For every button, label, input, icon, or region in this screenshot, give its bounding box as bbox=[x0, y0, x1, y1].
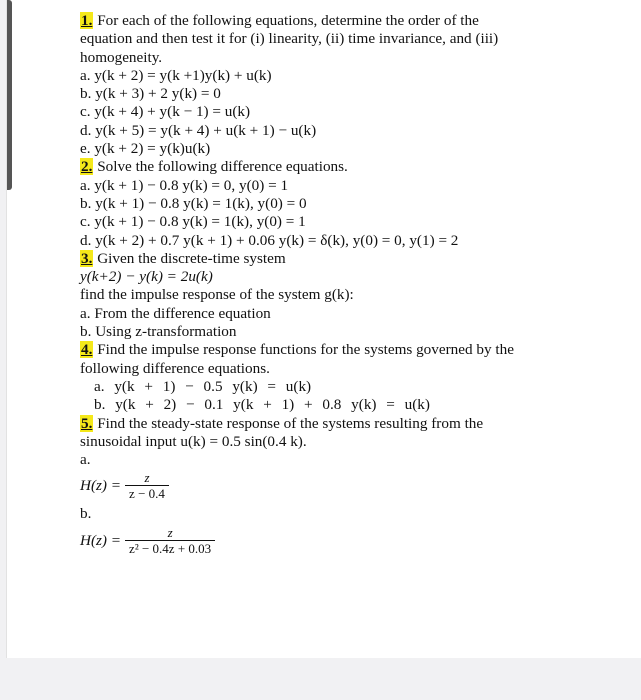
question-3-text: Given the discrete-time system bbox=[97, 249, 286, 267]
question-4-item-a: a. y(k + 1) − 0.5 y(k) = u(k) bbox=[94, 377, 312, 395]
question-1-item-c: c. y(k + 4) + y(k − 1) = u(k) bbox=[80, 103, 251, 121]
transfer-function-b bbox=[80, 526, 550, 556]
question-3-text2: find the impulse response of the system g(k): bbox=[80, 286, 354, 304]
question-1-text-line1: For each of the following equations, determine the order of the bbox=[97, 12, 479, 29]
question-5-text-line2: sinusoidal input u(k) = 0.5 sin(0.4 k). bbox=[80, 432, 307, 450]
fraction-b-denominator: z² − 0.4z + 0.03 bbox=[125, 540, 215, 556]
question-1-text-line3: homogeneity. bbox=[80, 48, 163, 66]
question-2-item-c: c. y(k + 1) − 0.8 y(k) = 1(k), y(0) = 1 bbox=[80, 213, 306, 231]
question-1-item-a: a. y(k + 2) = y(k +1)y(k) + u(k) bbox=[80, 66, 272, 84]
question-3-item-a: a. From the difference equation bbox=[80, 304, 271, 322]
fraction-a-numerator: z bbox=[144, 470, 150, 486]
transfer-function-b-lhs: H(z) = bbox=[80, 531, 122, 549]
question-1 bbox=[80, 12, 550, 158]
question-2-item-a: a. y(k + 1) − 0.8 y(k) = 0, y(0) = 1 bbox=[80, 176, 289, 194]
question-4-text-line2: following difference equations. bbox=[80, 359, 270, 377]
question-5-part-b-label: b. bbox=[80, 505, 92, 523]
question-number-2: 2. bbox=[81, 158, 93, 176]
question-number-3: 3. bbox=[81, 249, 93, 267]
question-5-part-a-label: a. bbox=[80, 451, 91, 469]
question-1-item-d: d. y(k + 5) = y(k + 4) + u(k + 1) − u(k) bbox=[80, 121, 317, 139]
transfer-function-a bbox=[80, 471, 550, 501]
question-3-equation: y(k+2) − y(k) = 2u(k) bbox=[80, 268, 213, 286]
question-2-item-d: d. y(k + 2) + 0.7 y(k + 1) + 0.06 y(k) = δ(k), y(0) = 0, y(1) = 2 bbox=[80, 231, 459, 249]
question-5 bbox=[80, 415, 550, 556]
question-1-text-line2: equation and then test it for (i) linearity, (ii) time invariance, and (iii) bbox=[80, 30, 499, 48]
question-3 bbox=[80, 250, 550, 341]
question-4 bbox=[80, 341, 550, 414]
question-5-text-line1: Find the steady-state response of the systems resulting from the bbox=[97, 414, 484, 432]
transfer-function-a-lhs: H(z) = bbox=[80, 477, 122, 495]
fraction-a bbox=[125, 471, 169, 501]
question-1-item-b: b. y(k + 3) + 2 y(k) = 0 bbox=[80, 85, 221, 103]
fraction-a-denominator: z − 0.4 bbox=[125, 485, 169, 501]
question-3-item-b: b. Using z-transformation bbox=[80, 323, 237, 341]
scrollbar-thumb[interactable] bbox=[7, 0, 12, 190]
document-page bbox=[6, 0, 641, 658]
problem-set bbox=[80, 12, 550, 560]
question-4-text-line1: Find the impulse response functions for the systems governed by the bbox=[97, 341, 514, 359]
fraction-b-numerator: z bbox=[167, 524, 173, 540]
question-4-item-b: b. y(k + 2) − 0.1 y(k + 1) + 0.8 y(k) = u(k) bbox=[94, 396, 430, 414]
question-number-5: 5. bbox=[81, 414, 93, 432]
question-2-item-b: b. y(k + 1) − 0.8 y(k) = 1(k), y(0) = 0 bbox=[80, 194, 307, 212]
question-2-text: Solve the following difference equations. bbox=[97, 158, 348, 176]
question-1-item-e: e. y(k + 2) = y(k)u(k) bbox=[80, 140, 211, 158]
fraction-b bbox=[125, 526, 215, 556]
question-number-4: 4. bbox=[81, 341, 93, 359]
question-number-1: 1. bbox=[81, 12, 93, 29]
question-2 bbox=[80, 158, 550, 249]
